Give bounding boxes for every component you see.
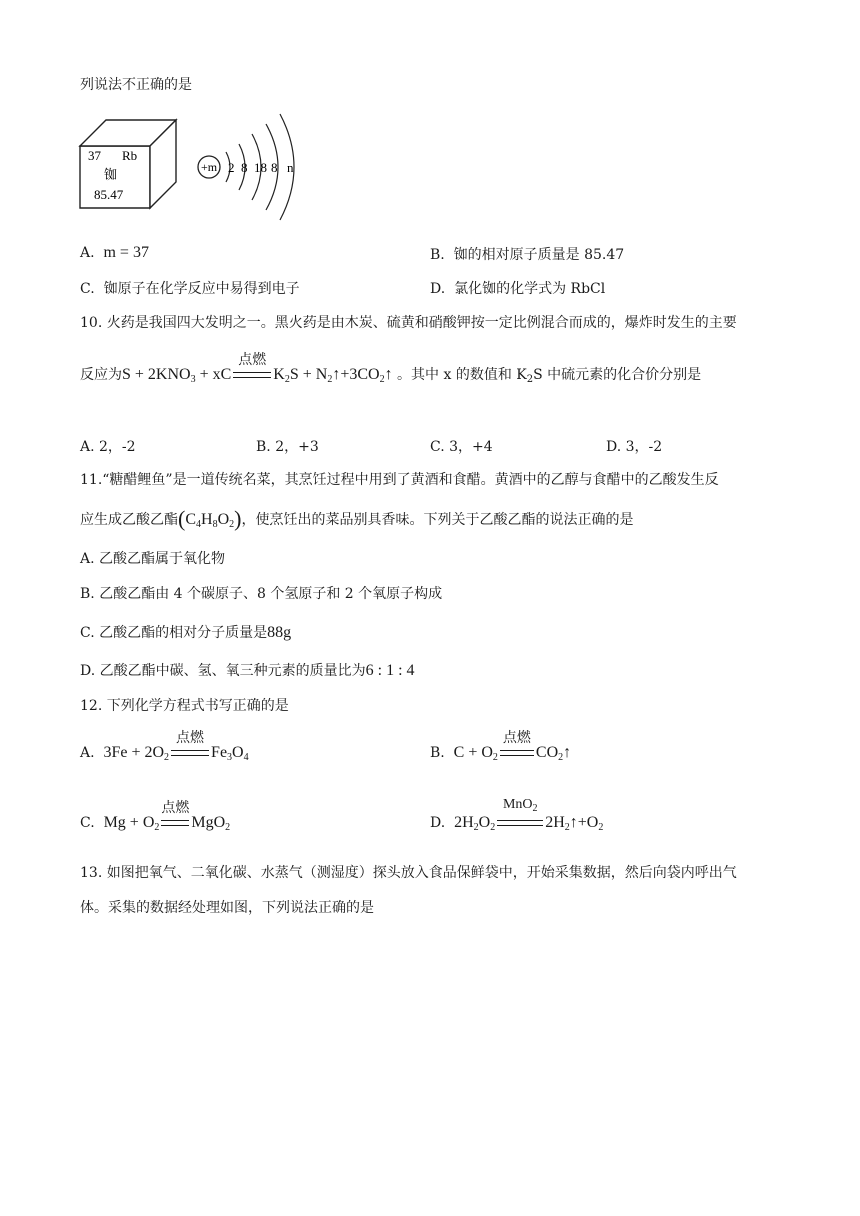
option-label: C. bbox=[80, 281, 95, 297]
element-name: 铷 bbox=[104, 168, 118, 183]
q13-line1: 13. 如图把氧气、二氧化碳、水蒸气（测湿度）探头放入食品保鲜袋中，开始采集数据，然后向袋内呼出气 bbox=[80, 865, 737, 881]
option-label: B. bbox=[430, 247, 445, 263]
option-label: A. bbox=[80, 245, 95, 261]
shell-count-2: 8 bbox=[241, 160, 248, 175]
q11-formula: $(C_4H_8O_2)$ bbox=[178, 506, 242, 531]
q9-intro-tail: 列说法不正确的是 bbox=[80, 77, 192, 93]
shell-count-4: 8 bbox=[271, 160, 278, 175]
q12-option-c: C. $Mg + O_2$ 点燃 MgO$_2$ bbox=[80, 801, 231, 833]
q9-option-d bbox=[430, 278, 605, 298]
reaction-condition: 点燃 bbox=[233, 366, 271, 384]
q9-option-c bbox=[80, 278, 300, 298]
q12-option-d: D. $2H_2O_2$ MnO$_2$ $2H_2↑+O_2$ bbox=[430, 797, 604, 833]
q10-prefix: 反应为 bbox=[80, 367, 122, 383]
q13-line2: 体。采集的数据经处理如图，下列说法正确的是 bbox=[80, 900, 374, 916]
option-text: 氯化铷的化学式为 RbCl bbox=[454, 281, 606, 297]
q11-option-d: D. 乙酸乙酯中碳、氢、氧三种元素的质量比为6 : 1 : 4 bbox=[80, 662, 415, 679]
atomic-number: 37 bbox=[88, 148, 101, 163]
q10-line1: 10. 火药是我国四大发明之一。黑火药是由木炭、硫黄和硝酸钾按一定比例混合而成的，爆炸时发生的主要 bbox=[80, 315, 737, 331]
element-symbol: Rb bbox=[122, 148, 138, 163]
q11-line2: 应生成乙酸乙酯$(C_4H_8O_2)$，使烹饪出的菜品别具香味。下列关于乙酸乙酯的说法正确的是 bbox=[80, 506, 634, 531]
q12-stem: 12. 下列化学方程式书写正确的是 bbox=[80, 698, 289, 714]
option-text: 铷原子在化学反应中易得到电子 bbox=[103, 281, 300, 297]
nucleus-label: +m bbox=[200, 160, 218, 174]
q11-option-a: A. 乙酸乙酯属于氧化物 bbox=[80, 551, 226, 567]
rubidium-figure bbox=[76, 112, 308, 222]
q11-line1: 11.“糖醋鲤鱼”是一道传统名菜，其烹饪过程中用到了黄酒和食醋。黄酒中的乙醇与食醋中的乙酸发生反 bbox=[80, 472, 719, 488]
q10-equation-line: 反应为$S + 2KNO_3$ + xC 点燃 $K_2S$ + $N_2↑+3CO_2↑$ 。其中 x 的数值和 $K_2S$ 中硫元素的化合价分别是 bbox=[80, 353, 702, 385]
q11-option-c: C. 乙酸乙酯的相对分子质量是88g bbox=[80, 624, 292, 641]
option-label: D. bbox=[430, 281, 446, 297]
q12-option-b: B. $C + O_2$ 点燃 $CO_2↑$ bbox=[430, 731, 572, 763]
atomic-mass: 85.47 bbox=[94, 187, 124, 202]
shell-count-3: 18 bbox=[254, 160, 267, 175]
q11-option-b: B. 乙酸乙酯由 4 个碳原子、8 个氢原子和 2 个氧原子构成 bbox=[80, 586, 443, 602]
q9-option-a bbox=[80, 244, 149, 262]
q9-option-b bbox=[430, 244, 624, 264]
option-text: m = 37 bbox=[103, 244, 149, 261]
q10-option-d: D. 3，-2 bbox=[606, 439, 663, 455]
q10-option-a: A. 2，-2 bbox=[80, 439, 136, 455]
q12-option-a: A. $3Fe + 2O_2$ 点燃 $Fe_3O_4$ bbox=[80, 731, 249, 763]
q10-option-c: C. 3，+4 bbox=[430, 439, 493, 455]
q10-suffix: 。其中 x 的数值和 K bbox=[397, 367, 527, 383]
shell-count-1: 2 bbox=[228, 160, 235, 175]
shell-count-5: n bbox=[287, 160, 294, 175]
q10-equation: $S + 2KNO_3$ + xC 点燃 $K_2S$ + $N_2↑+3CO_2↑$ bbox=[122, 353, 393, 385]
q10-option-b: B. 2，+3 bbox=[256, 439, 319, 455]
option-text: 铷的相对原子质量是 85.47 bbox=[453, 247, 625, 263]
